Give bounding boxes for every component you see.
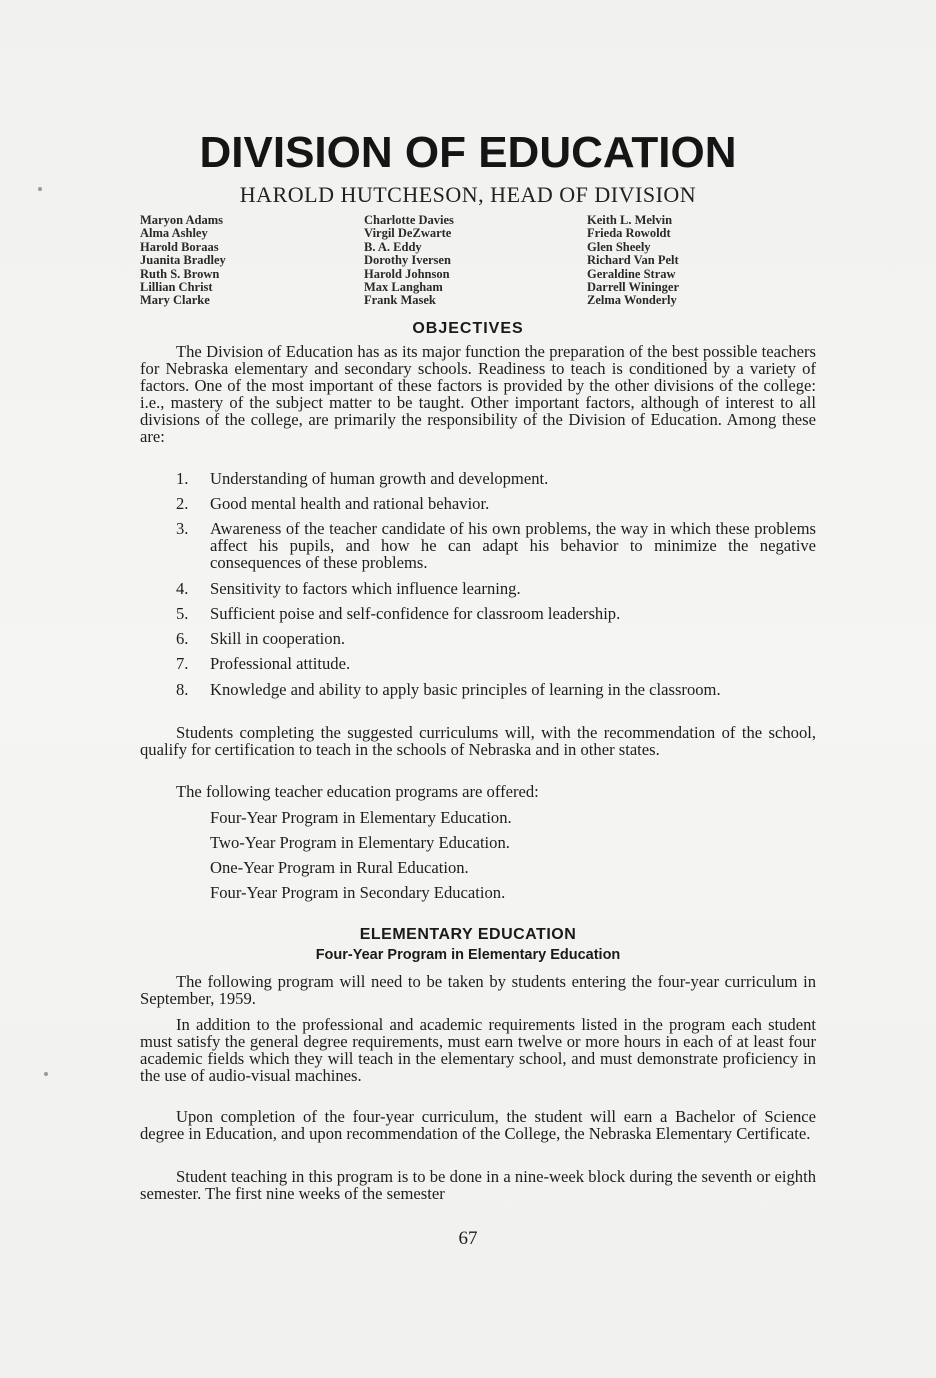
staff-name: Maryon Adams bbox=[140, 213, 223, 227]
staff-name: Juanita Bradley bbox=[140, 253, 226, 268]
elementary-heading: ELEMENTARY EDUCATION bbox=[359, 926, 577, 943]
objectives-heading: OBJECTIVES bbox=[412, 320, 524, 337]
elementary-paragraph: Upon completion of the four-year curriculum, the student will earn a Bachelor of Science degree in Education, and upon recommendation of the College, the Nebraska Elementary Certificate. bbox=[140, 1107, 816, 1143]
staff-name: Mary Clarke bbox=[140, 293, 210, 308]
head-of-division: HAROLD HUTCHESON, HEAD OF DIVISION bbox=[239, 182, 697, 207]
objective-number: 5. bbox=[176, 604, 189, 623]
staff-name: Glen Sheely bbox=[587, 239, 651, 254]
staff-name: Alma Ashley bbox=[140, 226, 208, 241]
objective-text: Skill in cooperation. bbox=[210, 629, 346, 648]
program-item: Four-Year Program in Secondary Education. bbox=[210, 883, 506, 902]
staff-name: Zelma Wonderly bbox=[587, 293, 677, 308]
staff-name: Harold Johnson bbox=[364, 266, 450, 281]
objective-number: 6. bbox=[176, 629, 189, 648]
objective-text: Professional attitude. bbox=[210, 654, 351, 673]
staff-name: Charlotte Davies bbox=[364, 213, 454, 227]
objective-text: Awareness of the teacher candidate of his own problems, the way in which these problems affect his pupils, and how he can adapt his behavior to minimize the negative consequences of these problems. bbox=[210, 519, 816, 572]
staff-column-2 bbox=[364, 214, 454, 308]
staff-name: Lillian Christ bbox=[140, 280, 213, 295]
objective-text: Sensitivity to factors which influence learning. bbox=[210, 579, 521, 598]
objective-number: 2. bbox=[176, 494, 189, 513]
objectives-intro: The Division of Education has as its major function the preparation of the best possible teachers for Nebraska elementary and secondary schools. Readiness to teach is conditioned by a variety of factors. One of the most important of these factors is provided by the other divisions of the college: i.e., mastery of the subject matter to be taught. Other important factors, although of interest to all divisions of the college, are primarily the responsibility of the Division of Education. Among these are: bbox=[140, 342, 816, 446]
program-item: One-Year Program in Rural Education. bbox=[210, 858, 469, 877]
scan-speck bbox=[44, 1072, 48, 1076]
staff-name: Virgil DeZwarte bbox=[364, 226, 452, 241]
staff-name: Max Langham bbox=[364, 280, 443, 295]
staff-name: Frank Masek bbox=[364, 293, 436, 308]
objective-number: 1. bbox=[176, 469, 189, 488]
page-number: 67 bbox=[458, 1228, 478, 1249]
program-item: Four-Year Program in Elementary Education. bbox=[210, 808, 512, 827]
elementary-paragraph: In addition to the professional and academic requirements listed in the program each student must satisfy the general degree requirements, must earn twelve or more hours in each of at least four academic fields which they will teach in the elementary school, and must demonstrate proficiency in the use of audio-visual machines. bbox=[140, 1015, 816, 1085]
elementary-subheading: Four-Year Program in Elementary Education bbox=[315, 947, 621, 963]
objective-text: Understanding of human growth and development. bbox=[210, 469, 549, 488]
staff-column-1 bbox=[140, 214, 226, 308]
staff-name: Harold Boraas bbox=[140, 239, 219, 254]
objective-number: 8. bbox=[176, 680, 189, 699]
objective-number: 3. bbox=[176, 519, 189, 538]
objective-text: Knowledge and ability to apply basic principles of learning in the classroom. bbox=[210, 680, 721, 699]
page-title: DIVISION OF EDUCATION bbox=[199, 128, 737, 177]
staff-name: Keith L. Melvin bbox=[587, 213, 673, 227]
staff-name: B. A. Eddy bbox=[364, 239, 422, 254]
elementary-paragraph: The following program will need to be taken by students entering the four-year curriculum in September, 1959. bbox=[140, 972, 816, 1008]
objective-number: 7. bbox=[176, 654, 189, 673]
scan-speck bbox=[38, 187, 42, 191]
elementary-paragraph: Student teaching in this program is to be done in a nine-week block during the seventh or eighth semester. The first nine weeks of the semester bbox=[140, 1167, 816, 1203]
programs-intro: The following teacher education programs are offered: bbox=[176, 782, 539, 801]
staff-name: Geraldine Straw bbox=[587, 266, 676, 281]
staff-name: Ruth S. Brown bbox=[140, 266, 220, 281]
objective-text: Good mental health and rational behavior. bbox=[210, 494, 490, 513]
objective-number: 4. bbox=[176, 579, 189, 598]
program-item: Two-Year Program in Elementary Education. bbox=[210, 833, 510, 852]
objective-text: Sufficient poise and self-confidence for classroom leadership. bbox=[210, 604, 621, 623]
staff-column-3 bbox=[587, 214, 679, 308]
certification-paragraph: Students completing the suggested curriculums will, with the recommendation of the school, qualify for certification to teach in the schools of Nebraska and in other states. bbox=[140, 723, 816, 759]
staff-name: Richard Van Pelt bbox=[587, 253, 679, 268]
staff-name: Frieda Rowoldt bbox=[587, 226, 671, 241]
staff-name: Dorothy Iversen bbox=[364, 253, 451, 268]
staff-name: Darrell Wininger bbox=[587, 280, 680, 295]
